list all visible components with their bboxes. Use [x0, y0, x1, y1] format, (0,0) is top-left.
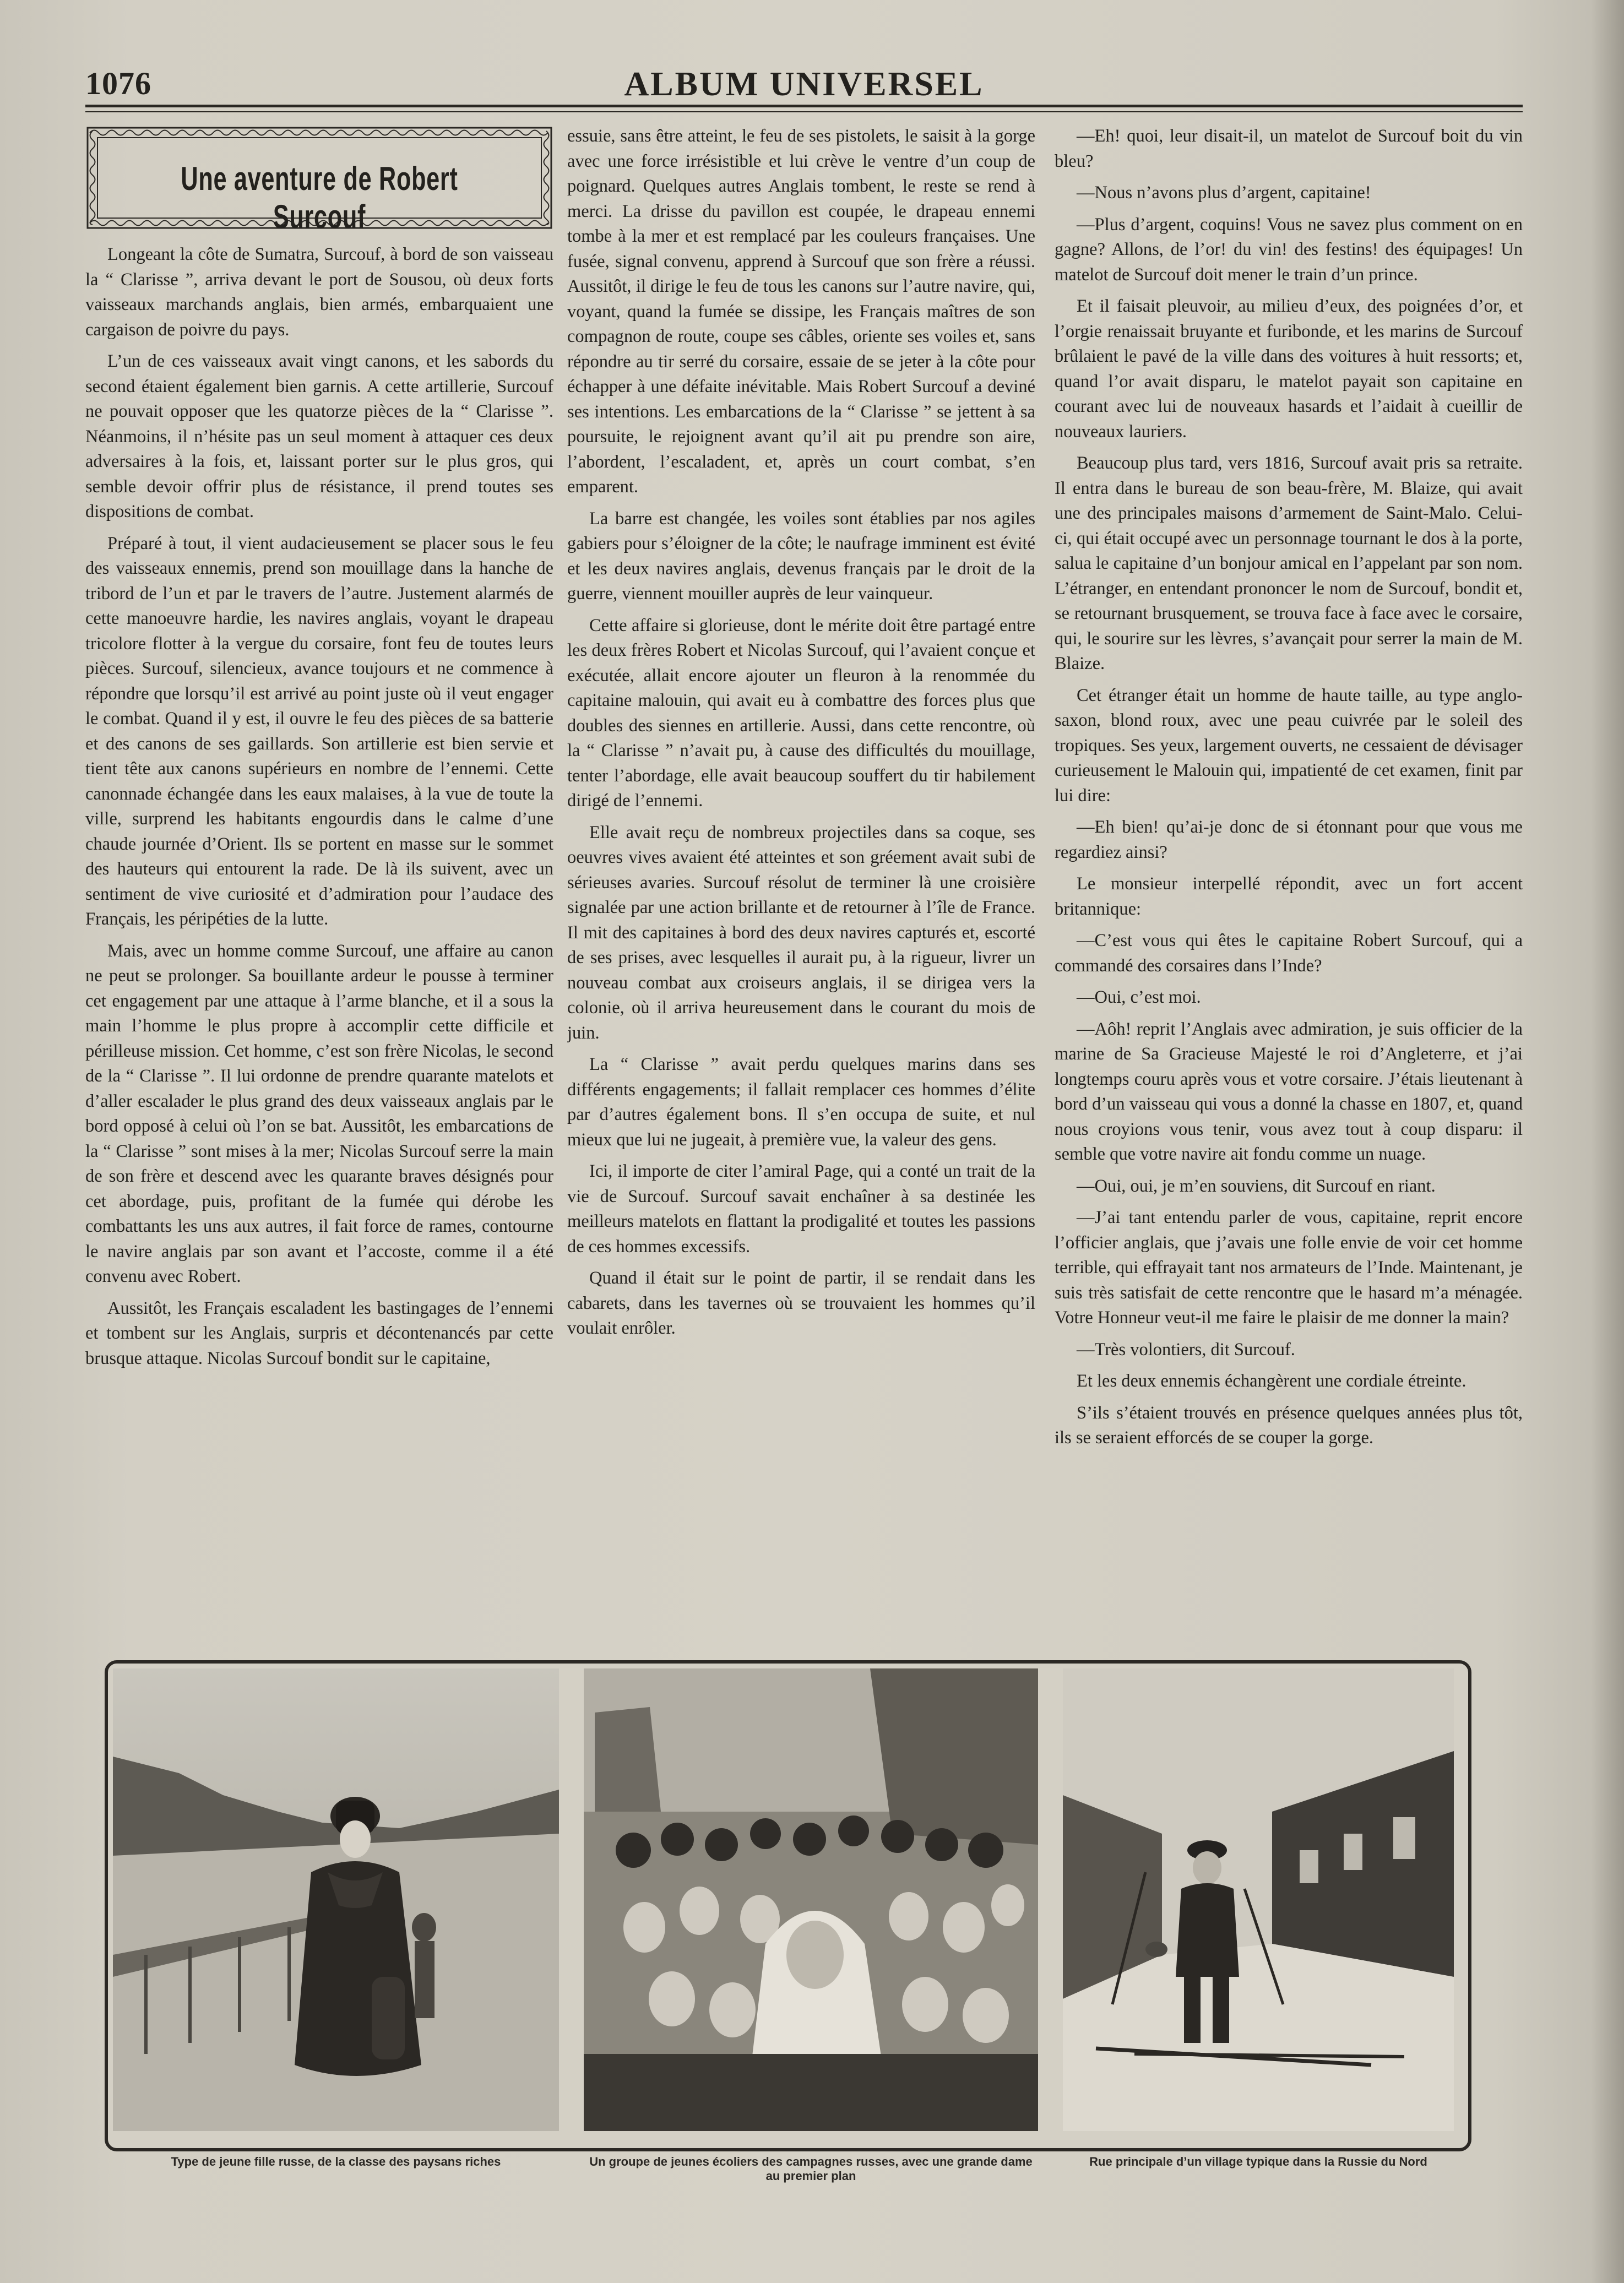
page-number: 1076 [85, 66, 151, 101]
photo-russian-girl [113, 1668, 559, 2131]
paragraph: Ici, il importe de citer l’amiral Page, qui a conté un trait de la vie de Surcouf. Surcouf savait enchaîner à sa destinée les meilleurs matelots en flattant la prodigalité et toutes les passions de ces hommes excessifs. [567, 1161, 1035, 1257]
photo-caption-3: Rue principale d’un village typique dans la Russie du Nord [1089, 2155, 1427, 2168]
article-column-3 [1055, 124, 1523, 1660]
paragraph: —J’ai tant entendu parler de vous, capitaine, reprit encore l’officier anglais, que j’avais une folle envie de voir cet homme terrible, qui effrayait tant nos armateurs de l’Inde. Maintenant, je suis très satisfait de cette rencontre que le hasard m’a ménagée. Votre Honneur veut-il me faire le plaisir de me donner la main? [1055, 1208, 1523, 1328]
paragraph: —Plus d’argent, coquins! Vous ne savez plus comment on en gagne? Allons, de l’or! du vin! des festins! des équipages! Un matelot de Surcouf doit mener le train d’un prince. [1055, 214, 1523, 285]
photo-school-group [584, 1668, 1038, 2131]
photo-russian-girl-image [113, 1668, 559, 2131]
paragraph: S’ils s’étaient trouvés en présence quelques années plus tôt, ils se seraient efforcés de se couper la gorge. [1055, 1403, 1523, 1448]
paragraph: Et les deux ennemis échangèrent une cordiale étreinte. [1077, 1371, 1467, 1391]
photo-village-street [1063, 1668, 1454, 2131]
article-title: Une aventure de Robert Surcouf [181, 160, 458, 235]
paragraph: —Eh bien! qu’ai-je donc de si étonnant pour que vous me regardiez ainsi? [1055, 817, 1523, 862]
photo-caption-2: Un groupe de jeunes écoliers des campagnes russes, avec une grande dame au premier plan [589, 2155, 1033, 2183]
header-rule-thick [85, 105, 1523, 107]
paragraph: Beaucoup plus tard, vers 1816, Surcouf avait pris sa retraite. Il entra dans le bureau de son beau-frère, M. Blaize, qui avait une des principales maisons d’armement de Saint-Malo. Celui-ci, qui était occupé avec un personnage tournant le dos à la porte, salua le capitaine d’un bonjour amical en l’appelant par son nom. L’étranger, en entendant prononcer le nom de Surcouf, bondit et, se retournant brusquement, se trouva face à face avec le corsaire, qui, le sourire sur les lèvres, s’avançait pour serrer la main de M. Blaize. [1055, 453, 1523, 673]
paragraph: Cette affaire si glorieuse, dont le mérite doit être partagé entre les deux frères Robert et Nicolas Surcouf, qui l’avaient conçue et exécutée, allait encore ajouter un fleuron à la renommée du capitaine malouin, qui avait eu à combattre des forces plus que doubles des siennes en artillerie. Aussi, dans cette rencontre, où la “ Clarisse ” n’avait pu, à cause des difficultés du mouillage, tenter l’abordage, elle avait beaucoup souffert du tir habilement dirigé de l’ennemi. [567, 615, 1035, 811]
paragraph: —Oui, oui, je m’en souviens, dit Surcouf en riant. [1077, 1176, 1436, 1196]
photo-village-street-image [1063, 1668, 1454, 2131]
paragraph: —Eh! quoi, leur disait-il, un matelot de Surcouf boit du vin bleu? [1055, 126, 1523, 171]
paragraph: Préparé à tout, il vient audacieusement se placer sous le feu des vaisseaux ennemis, prend son mouillage dans la hanche de tribord de l’un et par le travers de l’autre. Justement alarmés de cette manoeuvre hardie, les navires anglais, voyant le drapeau tricolore flotter à la vergue du corsaire, font feu de toutes leurs pièces. Surcouf, silencieux, avance toujours et ne commence à répondre que lorsqu’il est arrivé au point juste où il veut engager le combat. Quand il y est, il ouvre le feu des pièces de sa batterie et des canons de ses gaillards. Son artillerie est bien servie et tient tête aux canons supérieurs en nombre de l’ennemi. Cette canonnade échangée dans les eaux malaises, à la vue de toute la ville, surprend les habitants engourdis dans le calme d’une chaude journée d’Orient. Ils se portent en masse sur le sommet des hauteurs qui entourent la rade. De là ils suivent, avec un sentiment de vive curiosité et d’admiration pour l’audace des Français, les péripéties de la lutte. [85, 533, 553, 929]
paragraph: Longeant la côte de Sumatra, Surcouf, à bord de son vaisseau la “ Clarisse ”, arriva devant le port de Sousou, où deux forts vaisseaux marchands anglais, bien armés, embarquaient une cargaison de poivre du pays. [85, 244, 553, 340]
paragraph: —Nous n’avons plus d’argent, capitaine! [1077, 183, 1371, 203]
paragraph: —Aôh! reprit l’Anglais avec admiration, je suis officier de la marine de Sa Gracieuse Majesté le roi d’Angleterre, et j’ai longtemps couru après vous et votre corsaire. J’étais lieutenant à bord d’un vaisseau qui vous a donné la chasse en 1807, et, quand nous croyions vous tenir, vous avez tout à coup disparu: il semble que votre navire ait fondu comme un nuage. [1055, 1019, 1523, 1164]
paragraph: L’un de ces vaisseaux avait vingt canons, et les sabords du second étaient également bien garnis. A cette artillerie, Surcouf ne pouvait opposer que les quatorze pièces de la “ Clarisse ”. Néanmoins, il n’hésite pas un seul moment à attaquer ces deux adversaires à la fois, et, laissant porter sur le plus gros, qui semble devoir offrir plus de résistance, il prend toutes ses dispositions de combat. [85, 351, 553, 521]
photo-school-group-image [584, 1668, 1038, 2131]
paragraph: —Oui, c’est moi. [1077, 987, 1201, 1007]
photo-caption-1: Type de jeune fille russe, de la classe des paysans riches [171, 2155, 501, 2168]
paragraph: Aussitôt, les Français escaladent les bastingages de l’ennemi et tombent sur les Anglais, surpris et décontenancés par cette brusque attaque. Nicolas Surcouf bondit sur le capitaine, [85, 1298, 553, 1368]
paragraph: La barre est changée, les voiles sont établies par nos agiles gabiers pour s’éloigner de la côte; le naufrage imminent est évité et les deux navires anglais, devenus français par le droit de la guerre, viennent mouiller auprès de leur vainqueur. [567, 508, 1035, 604]
header-rule-thin [85, 111, 1523, 112]
paragraph: Cet étranger était un homme de haute taille, au type anglo-saxon, blond roux, avec une peau cuivrée par le soleil des tropiques. Ses yeux, largement ouverts, ne cessaient de dévisager curieusement le Malouin qui, impatienté de cet examen, finit par lui dire: [1055, 685, 1523, 806]
paragraph: Le monsieur interpellé répondit, avec un fort accent britannique: [1055, 874, 1523, 919]
paragraph: Elle avait reçu de nombreux projectiles dans sa coque, ses oeuvres vives avaient été atteintes et son gréement avait subi de sérieuses avaries. Surcouf résolut de terminer là une croisière signalée par une action brillante et de retourner à l’île de France. Il mit des capitaines à bord des deux navires capturés et, escorté de ses prises, avec lesquelles il aurait pu, à la rigueur, livrer un nouveau combat aux croiseurs anglais, il se dirigea vers la colonie, où il arriva heureusement dans le courant du mois de juin. [567, 822, 1035, 1043]
paragraph: La “ Clarisse ” avait perdu quelques marins dans ses différents engagements; il fallait remplacer ces hommes d’élite par d’autres également bons. Il s’en occupa de suite, et nul mieux que lui ne jugeait, à première vue, la valeur des gens. [567, 1054, 1035, 1150]
paragraph: Quand il était sur le point de partir, il se rendait dans les cabarets, dans les tavernes où se trouvaient les hommes qu’il voulait enrôler. [567, 1268, 1035, 1338]
publication-title: ALBUM UNIVERSEL [624, 66, 984, 103]
page-edge-shadow [1591, 0, 1624, 2283]
paragraph: Et il faisait pleuvoir, au milieu d’eux, des poignées d’or, et l’orgie renaissait bruyante et furibonde, et les marins de Surcouf brûlaient le pavé de la ville dans des voitures à huit ressorts; et, quand l’or avait disparu, le matelot payait son capitaine en courant avec lui de nouveaux hasards et l’aidait à cueillir de nouveaux lauriers. [1055, 296, 1523, 442]
article-column-1 [85, 242, 553, 1652]
paragraph: essuie, sans être atteint, le feu de ses pistolets, le saisit à la gorge avec une force irrésistible et lui crève le ventre d’un coup de poignard. Quelques autres Anglais tombent, le reste se rend à merci. La drisse du pavillon est coupée, le drapeau ennemi tombe à la mer et est remplacé par les couleurs françaises. Une fusée, signal convenu, apprend à Surcouf que son frère a réussi. Aussitôt, il dirige le feu de tous les canons sur l’autre navire, qui, voyant, quand la fumée se dissipe, les Français maîtres de son compagnon de route, coupe ses câbles, oriente ses voiles et, sans répondre au tir serré du corsaire, essaie de se jeter à la côte pour échapper à une défaite inévitable. Mais Robert Surcouf a deviné ses intentions. Les embarcations de la “ Clarisse ” se jettent à sa poursuite, le rejoignent avant qu’il ait pu prendre son aire, l’abordent, l’escaladent, et, après un court combat, s’en emparent. [567, 126, 1035, 497]
paragraph: —C’est vous qui êtes le capitaine Robert Surcouf, qui a commandé des corsaires dans l’Inde? [1055, 931, 1523, 976]
article-title-box [85, 126, 553, 235]
page-header [85, 65, 1523, 109]
paragraph: —Très volontiers, dit Surcouf. [1077, 1339, 1295, 1360]
article-column-2 [567, 124, 1035, 1660]
paragraph: Mais, avec un homme comme Surcouf, une affaire au canon ne peut se prolonger. Sa bouillante ardeur le pousse à terminer cet engagement par une attaque à l’arme blanche, et il a sous la main l’homme le plus propre à accomplir cette difficile et périlleuse mission. Cet homme, c’est son frère Nicolas, le second de la “ Clarisse ”. Il lui ordonne de prendre quarante matelots et d’aller escalader le plus grand des deux vaisseaux anglais par le bord opposé à celui où l’on se bat. Aussitôt, les embarcations de la “ Clarisse ” sont mises à la mer; Nicolas Surcouf serre la main de son frère et descend avec les quarante braves désignés pour cet abordage, puis, profitant de la fumée qui dérobe les combattants les uns aux autres, il fait force de rames, contourne le navire anglais par son avant et l’accoste, comme il a été convenu avec Robert. [85, 941, 553, 1286]
